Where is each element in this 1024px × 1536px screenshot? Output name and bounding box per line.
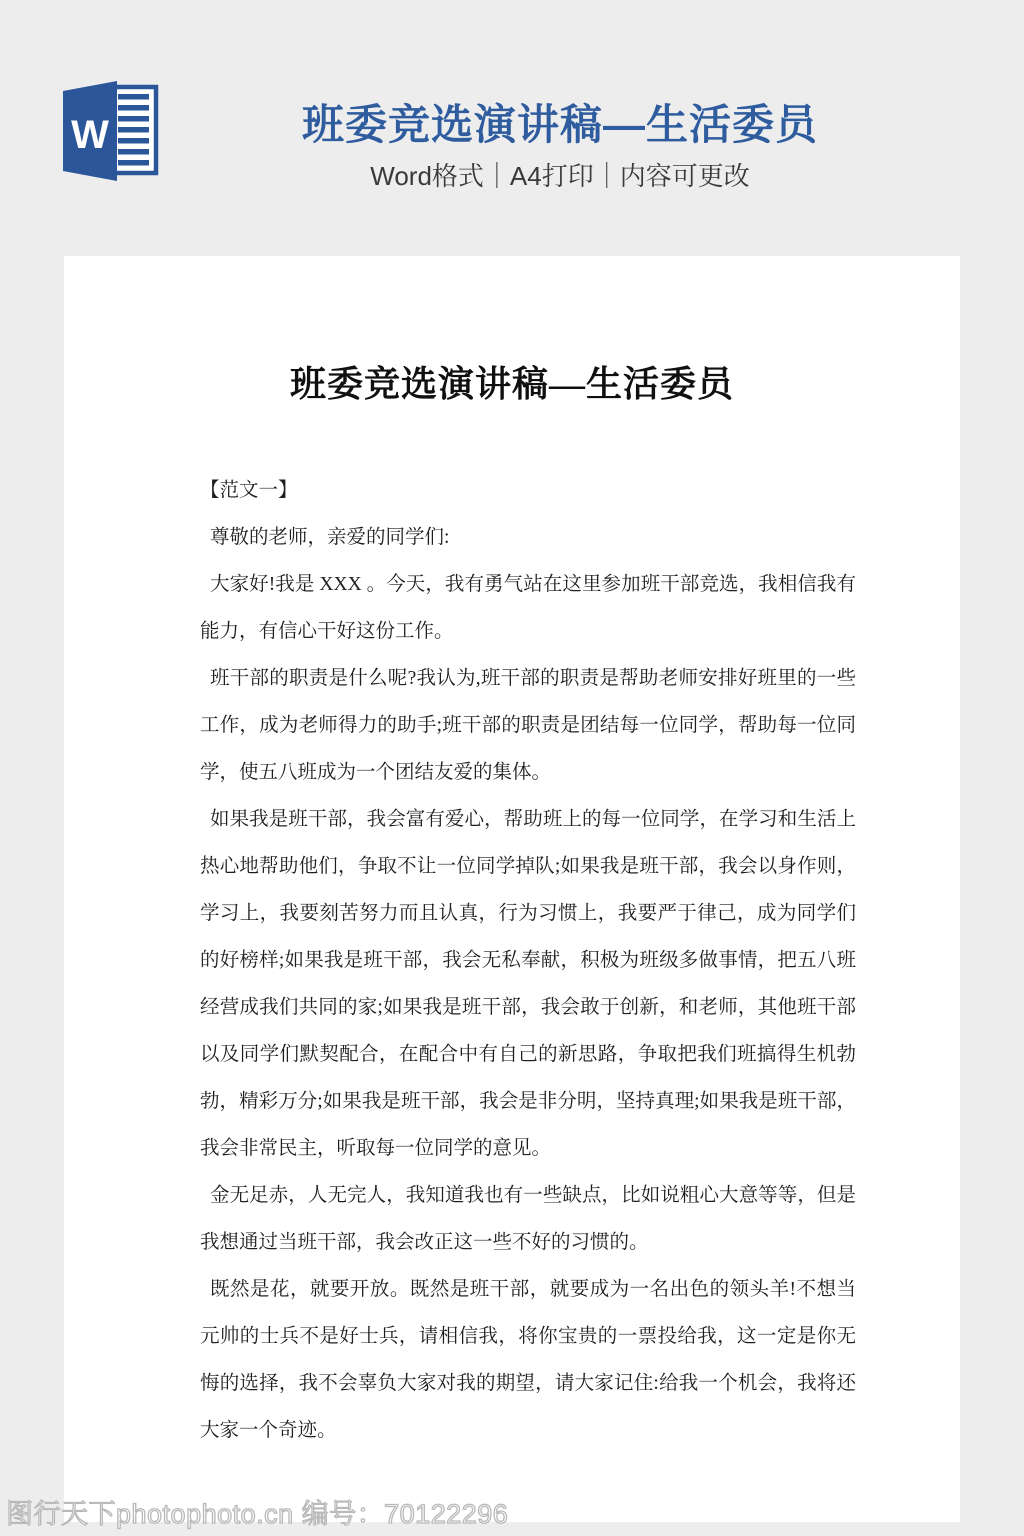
paragraph: 班干部的职责是什么呢?我认为,班干部的职责是帮助老师安排好班里的一些工作，成为老师得力的助手;班干部的职责是团结每一位同学，帮助每一位同学，使五八班成为一个团结友爱的集体。: [200, 668, 856, 783]
paragraph: 既然是花，就要开放。既然是班干部，就要成为一名出色的领头羊!不想当元帅的士兵不是好士兵，请相信我，将你宝贵的一票投给我，这一定是你无悔的选择，我不会辜负大家对我的期望，请大家记住:给我一个机会，我将还大家一个奇迹。: [200, 1279, 856, 1441]
word-icon: [60, 78, 162, 184]
header-subtitle: Word格式｜A4打印｜内容可更改: [370, 161, 750, 191]
document-body: [64, 467, 960, 1454]
site-watermark: 图行天下photophoto.cn 编号：70122296: [6, 1499, 509, 1529]
paragraph: 金无足赤，人无完人，我知道我也有一些缺点，比如说粗心大意等等，但是我想通过当班干部，我会改正这一些不好的习惯的。: [200, 1185, 856, 1253]
paragraph: 大家好!我是 XXX 。今天，我有勇气站在这里参加班干部竞选，我相信我有能力，有信心干好这份工作。: [200, 574, 856, 642]
word-icon-letter: W: [71, 113, 109, 157]
document-page: [64, 256, 960, 1522]
section-label: 【范文一】: [200, 480, 298, 501]
header: [0, 0, 1024, 256]
paragraph-greeting: 尊敬的老师，亲爱的同学们:: [210, 527, 450, 548]
paragraph: 如果我是班干部，我会富有爱心，帮助班上的每一位同学，在学习和生活上热心地帮助他们，争取不让一位同学掉队;如果我是班干部，我会以身作则，学习上，我要刻苦努力而且认真，行为习惯上，我要严于律己，成为同学们的好榜样;如果我是班干部，我会无私奉献，积极为班级多做事情，把五八班经营成我们共同的家;如果我是班干部，我会敢于创新，和老师，其他班干部以及同学们默契配合，在配合中有自己的新思路，争取把我们班搞得生机勃勃，精彩万分;如果我是班干部，我会是非分明，坚持真理;如果我是班干部，我会非常民主，听取每一位同学的意见。: [200, 809, 856, 1159]
document-title: 班委竞选演讲稿—生活委员: [289, 364, 734, 404]
header-title: 班委竞选演讲稿—生活委员: [301, 101, 818, 148]
